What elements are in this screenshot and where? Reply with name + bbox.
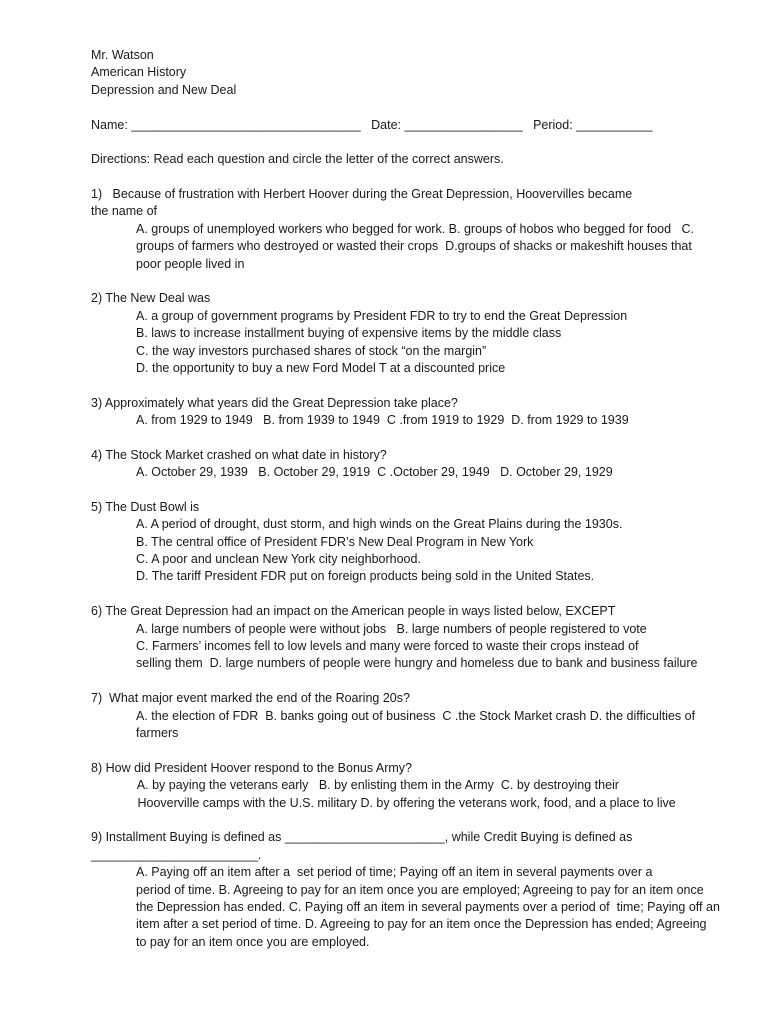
question-stem-line: 9) Installment Buying is defined as _______________________, while Credit Buying is defined as [91, 830, 633, 844]
question-stem-line: ________________________. [91, 848, 262, 862]
answer-line: C. Farmers’ incomes fell to low levels and many were forced to waste their crops instead of [136, 639, 639, 653]
answer-line: C. A poor and unclean New York city neighborhood. [136, 552, 421, 566]
answer-line: to pay for an item once you are employed. [136, 935, 370, 949]
answer-line: A. from 1929 to 1949 B. from 1939 to 1949 C .from 1919 to 1929 D. from 1929 to 1939 [136, 413, 629, 427]
question-stem-line: 3) Approximately what years did the Great Depression take place? [91, 396, 458, 410]
question-stem-line: 8) How did President Hoover respond to the Bonus Army? [91, 761, 413, 775]
directions-text: Directions: Read each question and circle the letter of the correct answers. [91, 152, 504, 166]
question-stem-line: 2) The New Deal was [91, 291, 211, 305]
answer-line: farmers [136, 726, 179, 740]
teacher-name: Mr. Watson [91, 48, 154, 62]
name-date-period-line: Name: _________________________________ Date: _________________ Period: ___________ [91, 118, 653, 132]
answer-line: A. groups of unemployed workers who begged for work. B. groups of hobos who begged for food C. [136, 222, 694, 236]
question-stem-line: 7) What major event marked the end of the Roaring 20s? [91, 691, 410, 705]
question-stem-line: 6) The Great Depression had an impact on the American people in ways listed below, EXCEPT [91, 604, 616, 618]
answer-line: groups of farmers who destroyed or wasted their crops D.groups of shacks or makeshift houses that [136, 239, 692, 253]
answer-line: item after a set period of time. D. Agreeing to pay for an item once the Depression has ended; Agreeing [136, 917, 707, 931]
question-stem-line: 1) Because of frustration with Herbert Hoover during the Great Depression, Hoovervilles became [91, 187, 633, 201]
answer-line: A. a group of government programs by President FDR to try to end the Great Depression [136, 309, 628, 323]
answer-line: selling them D. large numbers of people were hungry and homeless due to bank and business failure [136, 656, 698, 670]
answer-line: D. the opportunity to buy a new Ford Model T at a discounted price [136, 361, 506, 375]
answer-line: A. by paying the veterans early B. by enlisting them in the Army C. by destroying their [134, 778, 619, 792]
answer-line: the Depression has ended. C. Paying off an item in several payments over a period of time; Paying off an [136, 900, 720, 914]
answer-line: A. October 29, 1939 B. October 29, 1919 C .October 29, 1949 D. October 29, 1929 [136, 465, 613, 479]
question-stem-line: 4) The Stock Market crashed on what date in history? [91, 448, 387, 462]
answer-line: A. A period of drought, dust storm, and high winds on the Great Plains during the 1930s. [136, 517, 623, 531]
question-stem-line: the name of [91, 204, 158, 218]
answer-line: poor people lived in [136, 257, 245, 271]
unit-title: Depression and New Deal [91, 83, 237, 97]
answer-line: C. the way investors purchased shares of stock “on the margin” [136, 344, 487, 358]
answer-line: Hooverville camps with the U.S. military D. by offering the veterans work, food, and a place to live [134, 796, 676, 810]
answer-line: period of time. B. Agreeing to pay for an item once you are employed; Agreeing to pay for an item once [136, 883, 704, 897]
question-stem-line: 5) The Dust Bowl is [91, 500, 200, 514]
answer-line: B. laws to increase installment buying of expensive items by the middle class [136, 326, 562, 340]
answer-line: A. Paying off an item after a set period of time; Paying off an item in several payments over a [136, 865, 653, 879]
answer-line: A. large numbers of people were without jobs B. large numbers of people registered to vote [136, 622, 647, 636]
answer-line: B. The central office of President FDR’s New Deal Program in New York [136, 535, 534, 549]
course-name: American History [91, 65, 187, 79]
answer-line: D. The tariff President FDR put on foreign products being sold in the United States. [136, 569, 595, 583]
answer-line: A. the election of FDR B. banks going out of business C .the Stock Market crash D. the difficulties of [136, 709, 696, 723]
